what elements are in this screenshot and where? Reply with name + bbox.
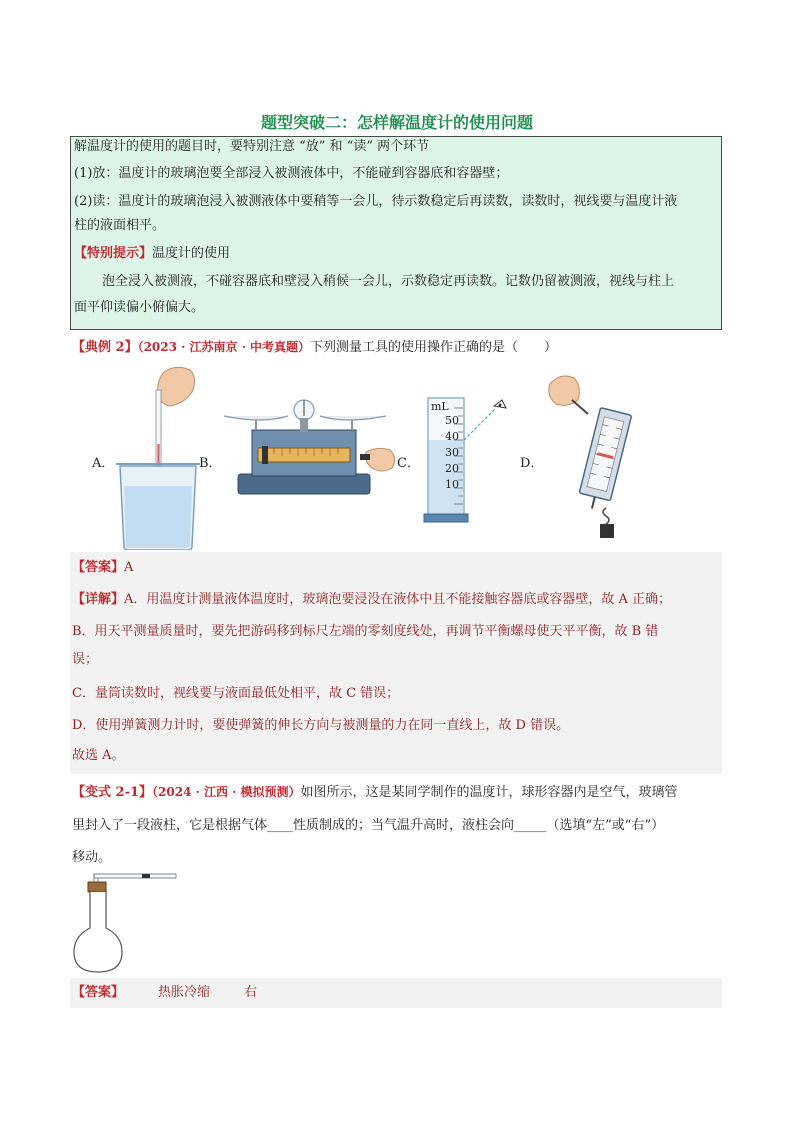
detail-c: C．量筒读数时，视线要与液面最低处相平，故 C 错误； bbox=[72, 686, 400, 701]
special-tip-text: 温度计的使用 bbox=[152, 246, 231, 261]
variant-answer-blank-2: 右 bbox=[244, 985, 258, 1000]
answer-2-value: A bbox=[124, 560, 134, 575]
variant-2-1-line-1 bbox=[72, 782, 678, 803]
detail-d: D．使用弹簧测力计时，要使弹簧的伸长方向与被测量的力在同一直线上，故 D 错误。 bbox=[72, 718, 570, 733]
variant-2-1-line-2: 里封入了一段液柱，它是根据气体____性质制成的；当气温升高时，液柱会向_____（选填“左”或“右”） bbox=[72, 818, 665, 833]
answer-2 bbox=[72, 558, 133, 578]
variant-label: 【变式 2-1】 bbox=[72, 785, 153, 800]
detail-b-line-2: 误； bbox=[72, 652, 99, 667]
variant-source: （2024 · 江西 · 模拟预测） bbox=[152, 785, 301, 799]
tip-line-4: 柱的液面相平。 bbox=[74, 218, 166, 233]
variant-answer bbox=[72, 983, 257, 1003]
tip-line-1: 解温度计的使用的题目时，要特别注意 “放” 和 “读” 两个环节 bbox=[74, 139, 430, 154]
cylinder-unit-label: mL bbox=[431, 400, 449, 413]
option-a-label: A． bbox=[92, 456, 115, 471]
figure-c-graduated-cylinder bbox=[420, 394, 516, 524]
special-tip bbox=[74, 244, 230, 264]
page-title: 题型突破二：怎样解温度计的使用问题 bbox=[260, 113, 533, 132]
cylinder-tick-40: 40 bbox=[445, 430, 459, 443]
tip-box bbox=[70, 136, 722, 330]
example-2-source: （2023 · 江苏南京 · 中考真题） bbox=[137, 340, 311, 354]
answer-2-label: 【答案】 bbox=[72, 560, 125, 575]
example-2-question bbox=[72, 337, 557, 358]
figure-b-balance bbox=[222, 388, 398, 500]
cylinder-tick-50: 50 bbox=[445, 414, 459, 427]
variant-answer-box bbox=[70, 978, 722, 1008]
detail-b-line-1: B．用天平测量质量时，要先把游码移到标尺左端的零刻度线处，再调节平衡螺母使天平平衡，故 B 错 bbox=[72, 624, 659, 639]
detail-label: 【详解】 bbox=[72, 592, 125, 607]
cylinder-tick-30: 30 bbox=[445, 446, 459, 459]
cylinder-tick-20: 20 bbox=[445, 462, 459, 475]
tip-line-2: (1)放：温度计的玻璃泡要全部浸入被测液体中，不能碰到容器底和容器壁； bbox=[74, 166, 509, 181]
cylinder-tick-10: 10 bbox=[445, 478, 459, 491]
option-c-label: C． bbox=[397, 456, 420, 471]
example-2-text: 下列测量工具的使用操作正确的是（ ） bbox=[310, 340, 558, 355]
variant-answer-blank-1: 热胀冷缩 bbox=[158, 985, 211, 1000]
answer-explanation-box bbox=[70, 552, 722, 774]
variant-answer-label: 【答案】 bbox=[72, 985, 125, 1000]
tip-line-3: (2)读：温度计的玻璃泡浸入被测液体中要稍等一会儿，待示数稳定后再读数，读数时，视线要与温度计液 bbox=[74, 194, 678, 209]
conclusion: 故选 A。 bbox=[72, 748, 125, 763]
option-b-label: B． bbox=[199, 456, 222, 471]
figure-flask-thermometer bbox=[70, 868, 182, 976]
tip-line-7: 面平仰读偏小俯偏大。 bbox=[74, 300, 205, 315]
detail-a-text: A．用温度计测量液体温度时，玻璃泡要浸没在液体中且不能接触容器底或容器壁，故 A 正确； bbox=[124, 592, 672, 607]
figure-a-thermometer-beaker bbox=[112, 364, 208, 550]
special-tip-label: 【特别提示】 bbox=[74, 246, 153, 261]
detail-a bbox=[72, 590, 671, 610]
option-d-label: D． bbox=[520, 456, 544, 471]
variant-2-1-line-3: 移动。 bbox=[72, 850, 112, 865]
tip-line-6: 泡全浸入被测液，不碰容器底和壁浸入稍候一会儿，示数稳定再读数。记数仍留被测液，视线与柱上 bbox=[102, 274, 675, 289]
example-2-label: 【典例 2】 bbox=[72, 340, 138, 355]
figure-d-spring-scale bbox=[542, 370, 638, 542]
variant-text-1: 如图所示，这是某同学制作的温度计，球形容器内是空气，玻璃管 bbox=[300, 785, 678, 800]
